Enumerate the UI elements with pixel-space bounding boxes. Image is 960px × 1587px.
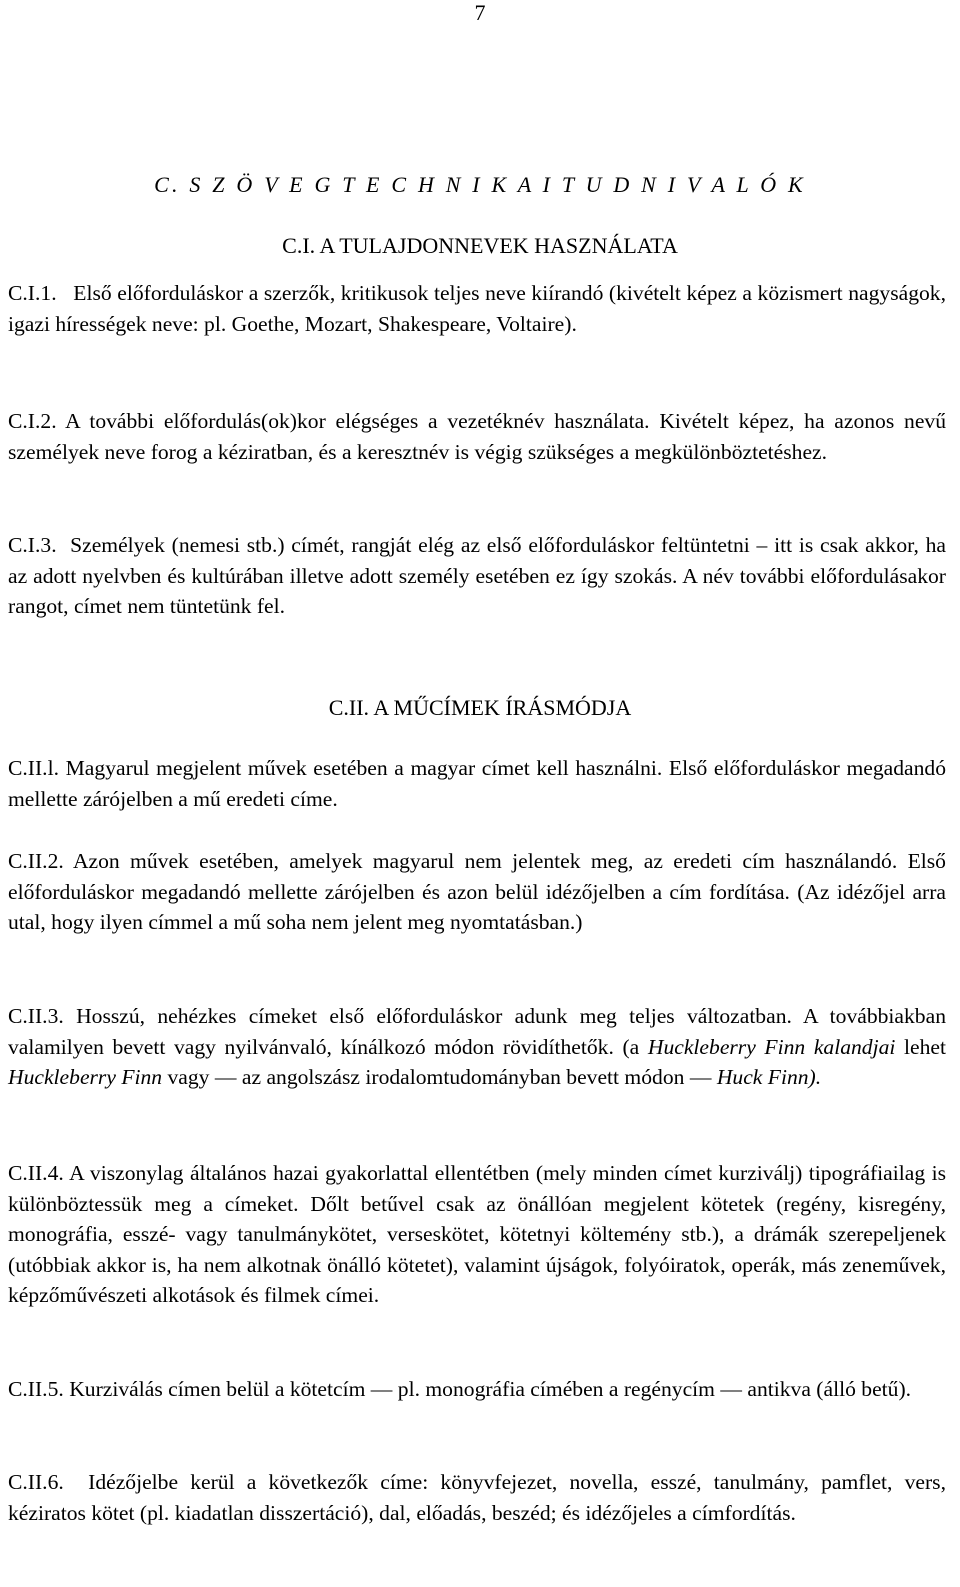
paragraph-c-i-2 — [8, 406, 946, 467]
section-heading-mucimek: C.II. A MŰCÍMEK ÍRÁSMÓDJA — [328, 695, 632, 720]
paragraph-number: C.II.l. — [8, 756, 59, 780]
paragraph-number: C.I.1. — [8, 281, 57, 305]
paragraph-text: A további előfordulás(ok)kor elégséges a vezetéknév használata. Kivételt képez, ha azonos nevű személyek neve forog a kéziratban, és a keresztnév is végig szükséges a megkülönböztetéshez. — [8, 409, 946, 464]
paragraph-text: Kurziválás címen belül a kötetcím — pl. monográfia címében a regénycím — antikva (álló betű). — [69, 1377, 912, 1401]
paragraph-number: C.I.2. — [8, 409, 57, 433]
book-title: Huck Finn). — [716, 1065, 822, 1090]
paragraph-number: C.II.6. — [8, 1470, 64, 1494]
paragraph-c-ii-1 — [8, 753, 946, 814]
paragraph-text: Magyarul megjelent művek esetében a magyar címet kell használni. Első előforduláskor megadandó mellette zárójelben a mű eredeti címe. — [8, 756, 946, 811]
paragraph-text-part: vagy — az angolszász irodalomtudományban bevett módon — — [162, 1065, 717, 1090]
paragraph-c-ii-3 — [8, 1001, 946, 1093]
paragraph-c-i-1 — [8, 278, 946, 339]
paragraph-number: C.II.2. — [8, 849, 64, 873]
paragraph-number: C.II.4. — [8, 1161, 64, 1185]
paragraph-text-part: Hosszú, nehézkes címeket első előforduláskor adunk meg teljes változatban. A továbbiakban valamilyen bevett vagy nyilvánvaló, kínálkozó módon rövidíthetők. (a — [8, 1004, 946, 1059]
main-heading: C. S Z Ö V E G T E C H N I K A I T U D N I V A L Ó K — [154, 172, 806, 197]
paragraph-text: Személyek (nemesi stb.) címét, rangját elég az első előforduláskor feltüntetni – itt is csak akkor, ha az adott nyelvben és kultúrában illetve adott személy esetében ez így szokás. A név további előfordulásakor rangot, címet nem tüntetünk fel. — [8, 533, 946, 619]
paragraph-text-part: lehet — [895, 1034, 946, 1059]
paragraph-text: Idézőjelbe kerül a következők címe: könyvfejezet, novella, esszé, tanulmány, pamflet, vers, kéziratos kötet (pl. kiadatlan disszertáció), dal, előadás, beszéd; és idézőjeles a címfordítás. — [8, 1470, 946, 1525]
paragraph-number: C.II.5. — [8, 1377, 64, 1401]
paragraph-text: A viszonylag általános hazai gyakorlattal ellentétben (mely minden címet kurziválj) tipográfiailag is különböztessük meg a címeket. Dőlt betűvel csak az önállóan megjelent kötetek (regény, kisregény, monográfia, esszé- vagy tanulmánykötet, verseskötet, kötetnyi költemény stb.), a drámák szerepeljenek (utóbbiak akkor is, ha nem alkotnak önálló kötetet), valamint újságok, folyóiratok, operák, más zeneművek, képzőművészeti alkotások és filmek címei. — [8, 1161, 946, 1308]
book-title: Huckleberry Finn — [8, 1065, 163, 1090]
paragraph-text: Azon művek esetében, amelyek magyarul nem jelentek meg, az eredeti cím használandó. Első előforduláskor megadandó mellette zárójelben és azon belül idézőjelben a cím fordítása. (Az idézőjel arra utal, hogy ilyen címmel a mű soha nem jelent meg nyomtatásban.) — [8, 849, 946, 935]
book-title: Huckleberry Finn kalandjai — [647, 1034, 896, 1059]
paragraph-c-i-3 — [8, 530, 946, 622]
paragraph-c-ii-5 — [8, 1374, 946, 1405]
paragraph-c-ii-6 — [8, 1467, 946, 1528]
section-heading-tulajdonnevek: C.I. A TULAJDONNEVEK HASZNÁLATA — [282, 233, 678, 258]
paragraph-c-ii-4 — [8, 1158, 946, 1311]
paragraph-text: Első előforduláskor a szerzők, kritikusok teljes neve kiírandó (kivételt képez a közismert nagyságok, igazi hírességek neve: pl. Goethe, Mozart, Shakespeare, Voltaire). — [8, 281, 946, 336]
page-number: 7 — [474, 0, 486, 25]
paragraph-number: C.I.3. — [8, 533, 57, 557]
paragraph-number: C.II.3. — [8, 1004, 64, 1028]
paragraph-c-ii-2 — [8, 846, 946, 938]
